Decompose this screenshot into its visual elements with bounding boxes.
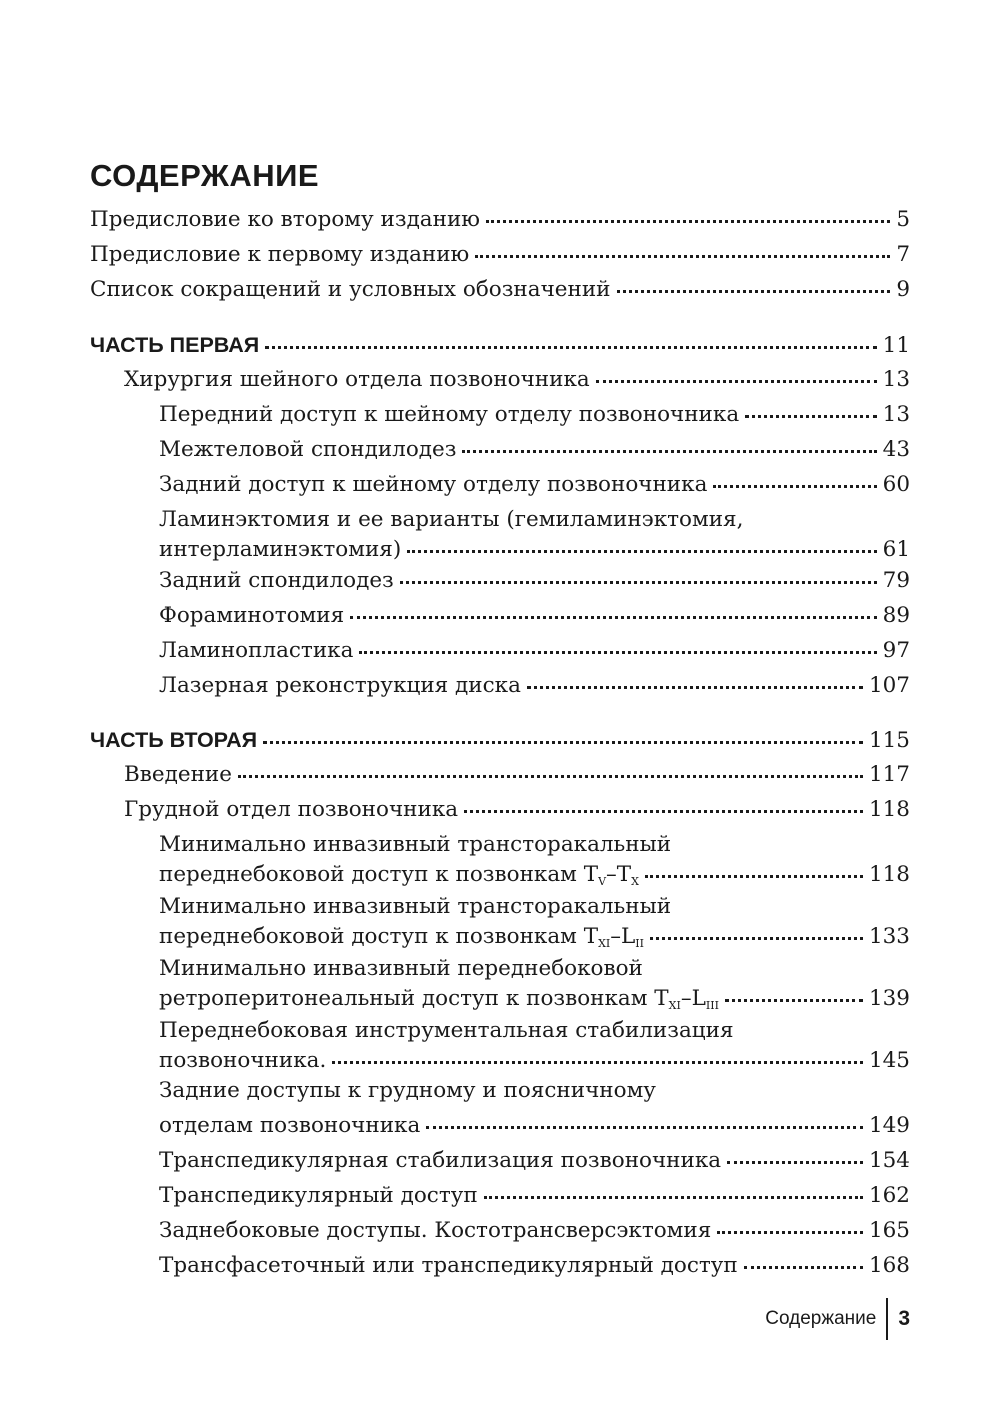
dot-leader (617, 290, 891, 293)
toc-part-one[interactable] (90, 330, 910, 361)
toc-page-number: 9 (896, 277, 910, 302)
toc-entry-transpedicular-stabilization[interactable] (159, 1146, 910, 1176)
toc-entry-title-line1: Переднебоковая инструментальная стабилизация (159, 1018, 734, 1043)
dot-leader (745, 415, 876, 418)
toc-entry-title: Трансфасеточный или транспедикулярный доступ (159, 1253, 738, 1278)
toc-page-number: 79 (882, 568, 910, 593)
dot-leader (426, 1126, 863, 1129)
dot-leader (238, 775, 863, 778)
toc-entry-title: Введение (124, 762, 232, 787)
toc-entry-title: Грудной отдел позвоночника (124, 797, 459, 822)
toc-entry-costotransversectomy[interactable] (159, 1216, 910, 1246)
dot-leader (359, 651, 876, 654)
dot-leader (744, 1266, 863, 1269)
toc-entry-title-line2: интерламинэктомия) (159, 537, 402, 562)
toc-entry-transthoracic-tv-tx[interactable] (159, 830, 910, 890)
toc-entry-introduction[interactable] (124, 760, 910, 790)
footer-section-title: Содержание (765, 1308, 877, 1329)
dot-leader (725, 999, 863, 1002)
toc-page-number: 117 (868, 762, 910, 787)
toc-part-title: ЧАСТЬ ПЕРВАЯ (90, 333, 260, 357)
dot-leader (462, 450, 876, 453)
toc-entry-transpedicular-approach[interactable] (159, 1181, 910, 1211)
toc-entry-posterior-approaches[interactable] (159, 1076, 910, 1141)
toc-entry-title: Лазерная реконструкция диска (159, 673, 521, 698)
toc-entry-title-line1: Задние доступы к грудному и поясничному (159, 1078, 656, 1103)
toc-entry-posterior-cervical[interactable] (159, 470, 910, 500)
toc-entry-title-line2: переднебоковой доступ к позвонкам $T_{XI}-L_{II}$ (159, 924, 644, 950)
toc-entry-anterolateral-stabilization[interactable] (159, 1016, 910, 1076)
dot-leader (464, 810, 863, 813)
toc-entry-title: Задний доступ к шейному отделу позвоночника (159, 472, 708, 497)
dot-leader (717, 1231, 863, 1234)
toc-entry-title: Межтеловой спондилодез (159, 437, 457, 462)
toc-entry-preface-first[interactable] (90, 240, 910, 270)
toc-entry-title: Транспедикулярный доступ (159, 1183, 478, 1208)
toc-page-number: 149 (868, 1113, 910, 1138)
dot-leader (400, 581, 877, 584)
page-title: СОДЕРЖАНИЕ (90, 158, 320, 193)
toc-page-number: 115 (868, 728, 910, 753)
dot-leader (727, 1161, 863, 1164)
toc-entry-laminoplasty[interactable] (159, 636, 910, 666)
toc-page-number: 139 (868, 986, 910, 1011)
toc-entry-title: Хирургия шейного отдела позвоночника (124, 367, 590, 392)
dot-leader (650, 937, 863, 940)
toc-entry-foraminotomy[interactable] (159, 601, 910, 631)
toc-entry-laminectomy[interactable] (159, 505, 910, 565)
dot-leader (475, 255, 890, 258)
dot-leader (263, 741, 863, 744)
dot-leader (265, 346, 876, 349)
toc-page-number: 154 (868, 1148, 910, 1173)
toc-entry-title-line1: Минимально инвазивный трансторакальный (159, 894, 672, 919)
dot-leader (486, 220, 890, 223)
toc-entry-posterior-fusion[interactable] (159, 566, 910, 596)
toc-entry-title-line2: ретроперитонеальный доступ к позвонкам $T_{XI}-L_{III}$ (159, 986, 719, 1012)
toc-entry-title-line2: переднебоковой доступ к позвонкам $T_V-T_X$ (159, 862, 639, 888)
toc-entry-title: Задний спондилодез (159, 568, 394, 593)
toc-page-number: 7 (896, 242, 910, 267)
dot-leader (350, 616, 876, 619)
toc-page-number: 168 (868, 1253, 910, 1278)
toc-entry-transthoracic-txi-lii[interactable] (159, 892, 910, 952)
toc-page-number: 11 (882, 333, 910, 358)
dot-leader (407, 550, 876, 553)
toc-page-number: 133 (868, 924, 910, 949)
toc-page-number: 107 (868, 673, 910, 698)
toc-entry-title-line1: Минимально инвазивный трансторакальный (159, 832, 672, 857)
footer-page-number: 3 (898, 1307, 910, 1330)
toc-entry-cervical-surgery[interactable] (124, 365, 910, 395)
toc-page-number: 145 (868, 1048, 910, 1073)
dot-leader (484, 1196, 863, 1199)
toc-page-number: 13 (882, 402, 910, 427)
toc-part-two[interactable] (90, 725, 910, 756)
dot-leader (596, 380, 877, 383)
toc-entry-laser-disc[interactable] (159, 671, 910, 701)
toc-page-number: 13 (882, 367, 910, 392)
toc-page-number: 97 (882, 638, 910, 663)
toc-entry-title: Фораминотомия (159, 603, 345, 628)
toc-page-number: 118 (868, 797, 910, 822)
toc-entry-anterior-cervical[interactable] (159, 400, 910, 430)
toc-entry-title: Список сокращений и условных обозначений (90, 277, 611, 302)
toc-entry-preface-second[interactable] (90, 205, 910, 235)
toc-part-title: ЧАСТЬ ВТОРАЯ (90, 728, 258, 752)
toc-entry-title-line1: Минимально инвазивный переднебоковой (159, 956, 643, 981)
toc-entry-title: Ламинопластика (159, 638, 354, 663)
toc-entry-title: Предисловие ко второму изданию (90, 207, 481, 232)
toc-entry-transfacet[interactable] (159, 1251, 910, 1281)
dot-leader (527, 686, 863, 689)
toc-entry-title: Передний доступ к шейному отделу позвоночника (159, 402, 740, 427)
toc-entry-title-line2: отделам позвоночника (159, 1113, 421, 1138)
toc-page-number: 43 (882, 437, 910, 462)
toc-page-number: 5 (896, 207, 910, 232)
page-footer (765, 1300, 910, 1338)
toc-page-number: 118 (868, 862, 910, 887)
toc-entry-title-line2: позвоночника. (159, 1048, 327, 1073)
toc-page-number: 61 (882, 537, 910, 562)
toc-entry-title: Предисловие к первому изданию (90, 242, 470, 267)
toc-entry-title: Транспедикулярная стабилизация позвоночника (159, 1148, 722, 1173)
toc-page-number: 89 (882, 603, 910, 628)
dot-leader (645, 875, 863, 878)
toc-entry-interbody-fusion[interactable] (159, 435, 910, 465)
toc-entry-title-line1: Ламинэктомия и ее варианты (гемиламинэктомия, (159, 507, 744, 532)
toc-entry-abbreviations[interactable] (90, 275, 910, 305)
toc-page-number: 60 (882, 472, 910, 497)
toc-page-number: 165 (868, 1218, 910, 1243)
toc-page-number: 162 (868, 1183, 910, 1208)
toc-entry-retroperitoneal[interactable] (159, 954, 910, 1014)
footer-divider (886, 1298, 888, 1340)
toc-entry-title: Заднебоковые доступы. Костотрансверсэктомия (159, 1218, 712, 1243)
toc-entry-thoracic[interactable] (124, 795, 910, 825)
dot-leader (332, 1061, 863, 1064)
dot-leader (713, 485, 876, 488)
